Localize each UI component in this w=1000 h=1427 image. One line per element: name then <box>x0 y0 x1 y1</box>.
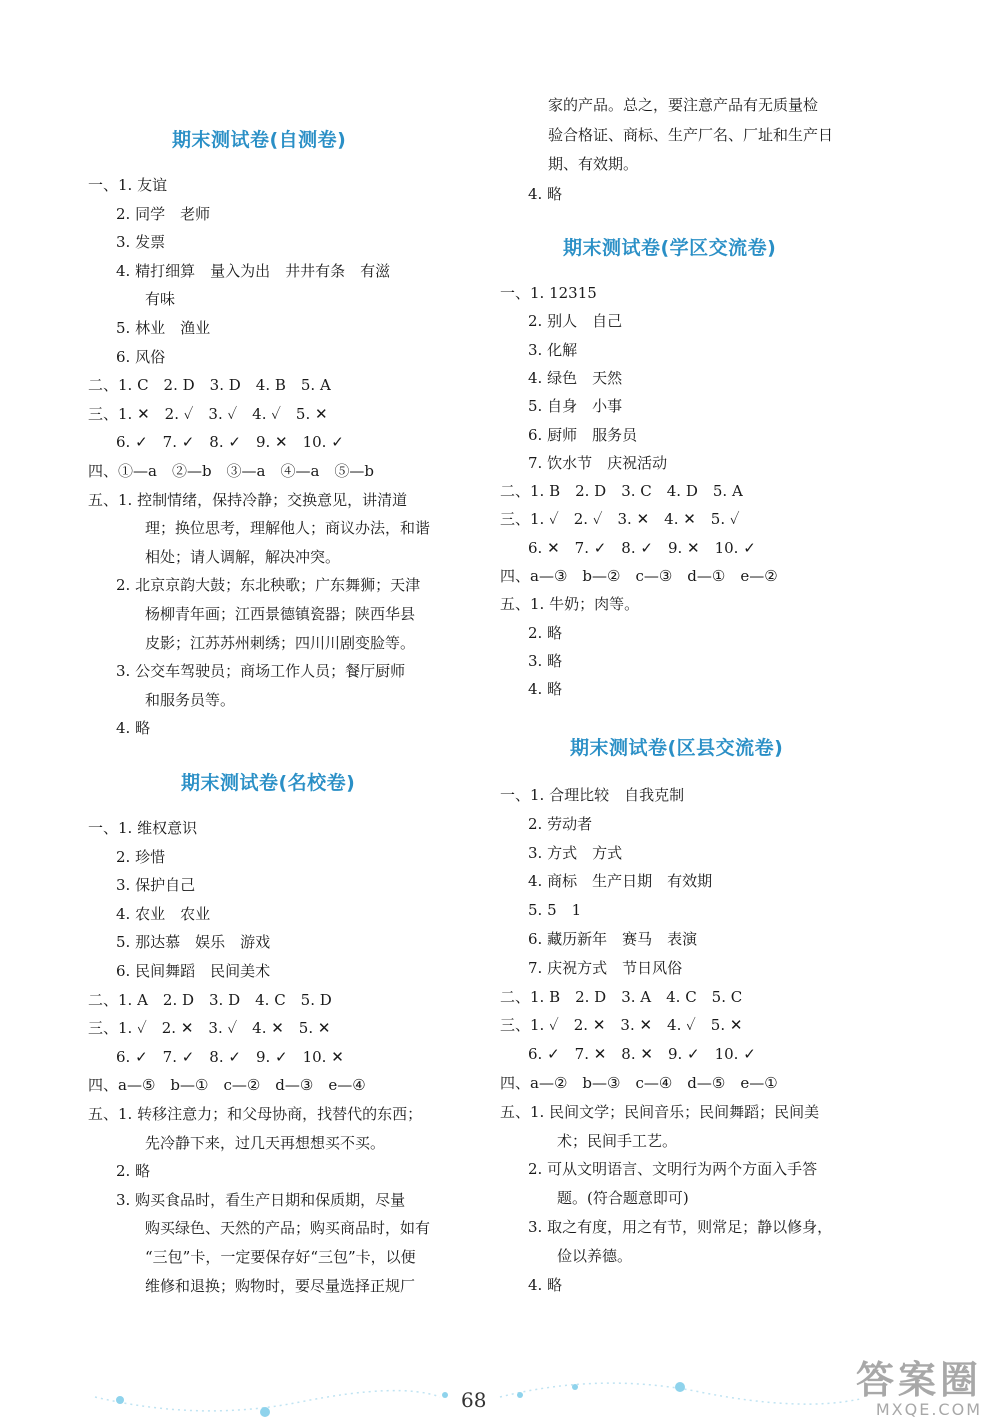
answer-line: 相处；请人调解，解决冲突。 <box>145 547 341 566</box>
answer-line: 6. ✓ 7. ✓ 8. ✓ 9. ✓ 10. ✕ <box>116 1047 344 1066</box>
answer-line: 5. 5 1 <box>528 901 582 920</box>
section-title-famous-school: 期末测试卷(名校卷) <box>181 772 356 794</box>
page-number: 68 <box>461 1388 487 1412</box>
answer-line: 4. 精打细算 量入为出 井井有条 有滋 <box>116 261 391 280</box>
answer-line: 俭以养德。 <box>557 1246 633 1265</box>
answer-line: 3. 保护自己 <box>116 876 196 895</box>
answer-line: 维修和退换；购物时，要尽量选择正规厂 <box>145 1276 416 1295</box>
answer-line: 2. 略 <box>116 1162 151 1181</box>
answer-line: 二、1. A 2. D 3. D 4. C 5. D <box>88 990 332 1009</box>
answer-line: 一、1. 合理比较 自我克制 <box>500 786 685 804</box>
section-title-self-test: 期末测试卷(自测卷) <box>172 129 347 151</box>
answer-line: 术；民间手工艺。 <box>557 1131 678 1150</box>
answer-line: 三、1. ✓ 2. ✕ 3. ✕ 4. ✓ 5. ✕ <box>500 1016 743 1035</box>
answer-line: 杨柳青年画；江西景德镇瓷器；陕西华县 <box>145 605 416 623</box>
answer-line: 5. 那达慕 娱乐 游戏 <box>116 933 271 952</box>
answer-line: 四、①—a ②—b ③—a ④—a ⑤—b <box>88 462 375 480</box>
answer-line: 2. 北京京韵大鼓；东北秧歌；广东舞狮；天津 <box>116 576 421 595</box>
answer-line: 2. 劳动者 <box>528 814 593 833</box>
answer-line: 4. 略 <box>116 719 151 738</box>
answer-line: 二、1. B 2. D 3. C 4. D 5. A <box>500 482 743 501</box>
answer-line: 6. 风俗 <box>116 347 166 366</box>
answer-line: 五、1. 转移注意力；和父母协商，找替代的东西； <box>88 1105 423 1123</box>
answer-line: 三、1. ✓ 2. ✕ 3. ✓ 4. ✕ 5. ✕ <box>88 1019 331 1038</box>
watermark-logo <box>856 1349 982 1419</box>
answer-line: 6. ✓ 7. ✕ 8. ✕ 9. ✓ 10. ✓ <box>528 1045 756 1064</box>
answer-line: 2. 同学 老师 <box>116 204 211 223</box>
answer-line: 4. 略 <box>528 1275 563 1294</box>
section-title-district-exchange: 期末测试卷(学区交流卷) <box>563 237 777 259</box>
answer-line: 三、1. ✕ 2. ✓ 3. ✓ 4. ✓ 5. ✕ <box>88 404 328 423</box>
footer-decoration <box>0 1367 1000 1427</box>
answer-line: 5. 林业 渔业 <box>116 319 211 337</box>
answer-line: 6. 厨师 服务员 <box>528 425 638 444</box>
answer-line: 5. 自身 小事 <box>528 397 623 416</box>
answer-line: 家的产品。总之，要注意产品有无质量检 <box>548 96 819 114</box>
answer-line: 五、1. 牛奶；肉等。 <box>500 595 640 614</box>
answer-line: 4. 略 <box>528 680 563 699</box>
answer-line: 6. ✓ 7. ✓ 8. ✓ 9. ✕ 10. ✓ <box>116 433 344 452</box>
answer-line: 4. 农业 农业 <box>116 904 211 923</box>
answer-line: 理；换位思考，理解他人；商议办法，和谐 <box>145 519 431 538</box>
answer-line: 先冷静下来，过几天再想想买不买。 <box>145 1133 386 1152</box>
answer-line: 4. 略 <box>528 184 563 203</box>
answer-line: 二、1. B 2. D 3. A 4. C 5. C <box>500 987 743 1006</box>
answer-line: 一、1. 维权意识 <box>88 819 198 837</box>
answer-line: 3. 方式 方式 <box>528 843 623 862</box>
answer-line: 四、a—③ b—② c—③ d—① e—② <box>500 567 778 585</box>
watermark-main: 答案圈 <box>855 1358 982 1402</box>
answer-line: 二、1. C 2. D 3. D 4. B 5. A <box>88 376 331 395</box>
answer-line: 2. 略 <box>528 623 563 642</box>
answer-line: 四、a—⑤ b—① c—② d—③ e—④ <box>88 1076 366 1095</box>
answer-line: 2. 别人 自己 <box>528 312 623 331</box>
answer-line: 3. 购买食品时，看生产日期和保质期，尽量 <box>116 1190 406 1209</box>
answer-line: “三包”卡，一定要保存好“三包”卡，以便 <box>145 1248 416 1266</box>
answer-line: 题。(符合题意即可) <box>557 1189 689 1208</box>
watermark-sub: MXQE.COM <box>875 1400 982 1419</box>
answer-line: 四、a—② b—③ c—④ d—⑤ e—① <box>500 1074 778 1092</box>
answer-line: 4. 绿色 天然 <box>528 368 623 387</box>
answer-line: 有味 <box>145 290 176 309</box>
answer-line: 五、1. 控制情绪，保持冷静；交换意见，讲清道 <box>88 490 408 509</box>
answer-line: 验合格证、商标、生产厂名、厂址和生产日 <box>548 125 834 144</box>
answer-line: 五、1. 民间文学；民间音乐；民间舞蹈；民间美 <box>500 1102 820 1121</box>
answer-line: 2. 可从文明语言、文明行为两个方面入手答 <box>528 1160 818 1179</box>
answer-line: 6. 藏历新年 赛马 表演 <box>528 930 698 948</box>
answer-line: 一、1. 12315 <box>500 284 597 302</box>
answer-line: 3. 发票 <box>116 233 166 252</box>
section-title-county-exchange: 期末测试卷(区县交流卷) <box>570 737 784 759</box>
answer-line: 4. 商标 生产日期 有效期 <box>528 872 713 891</box>
answer-line: 6. ✕ 7. ✓ 8. ✓ 9. ✕ 10. ✓ <box>528 538 756 557</box>
answer-line: 购买绿色、天然的产品；购买商品时，如有 <box>145 1219 431 1238</box>
answer-line: 皮影；江苏苏州刺绣；四川川剧变脸等。 <box>145 633 416 652</box>
answer-line: 3. 公交车驾驶员；商场工作人员；餐厅厨师 <box>116 662 406 681</box>
answer-line: 和服务员等。 <box>145 690 236 709</box>
answer-line: 3. 化解 <box>528 340 578 359</box>
answer-line: 7. 饮水节 庆祝活动 <box>528 453 668 472</box>
answer-line: 2. 珍惜 <box>116 847 166 866</box>
answer-line: 一、1. 友谊 <box>88 176 168 194</box>
answer-line: 3. 取之有度，用之有节，则常足；静以修身， <box>528 1218 833 1236</box>
answer-line: 期、有效期。 <box>548 155 639 173</box>
answer-line: 3. 略 <box>528 651 563 670</box>
answer-line: 三、1. ✓ 2. ✓ 3. ✕ 4. ✕ 5. ✓ <box>500 510 740 529</box>
answer-line: 6. 民间舞蹈 民间美术 <box>116 962 271 980</box>
answer-line: 7. 庆祝方式 节日风俗 <box>528 958 683 977</box>
